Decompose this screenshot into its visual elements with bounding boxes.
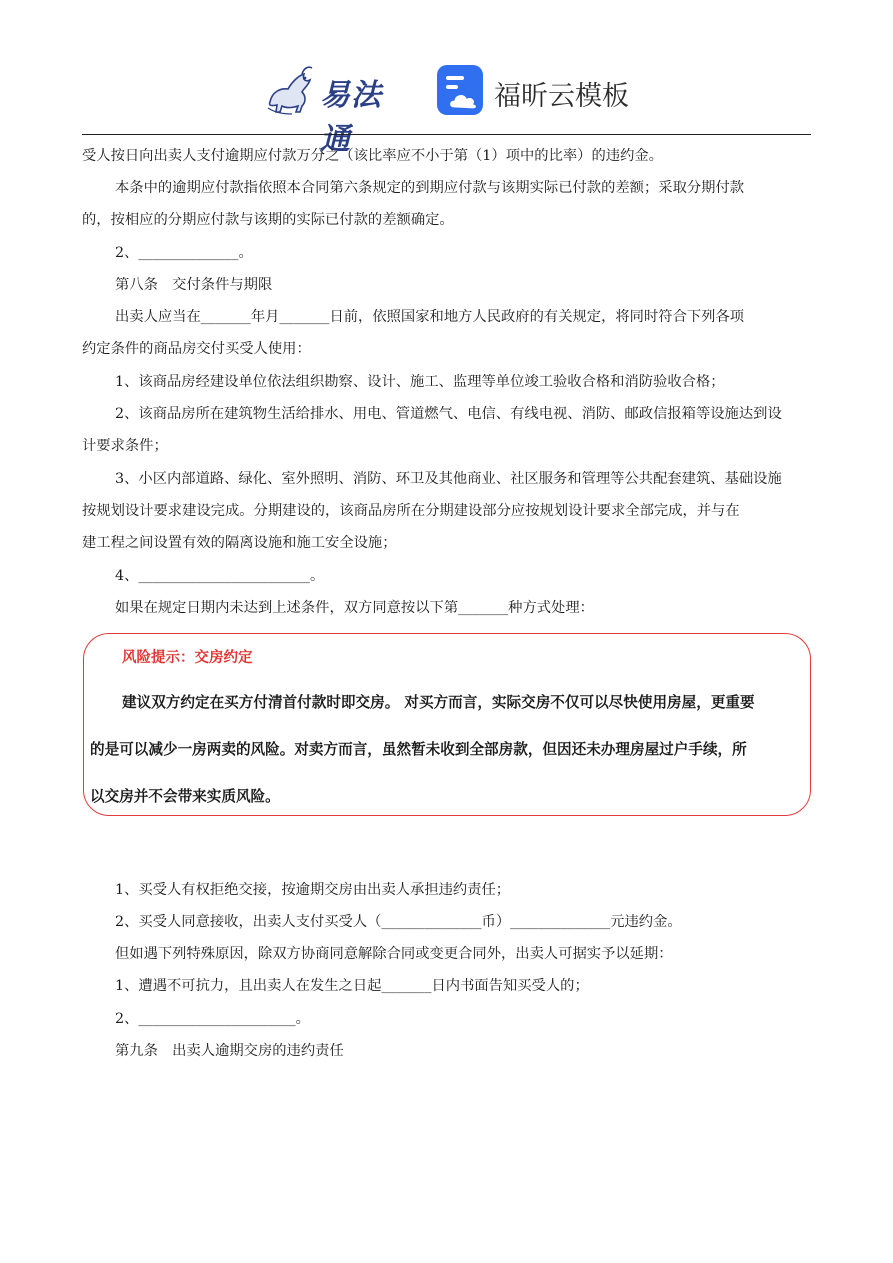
- paragraph-line: 4、________________________。: [115, 568, 325, 584]
- paragraph-line: 建工程之间设置有效的隔离设施和施工安全设施；: [82, 535, 397, 551]
- cloud-document-icon: [436, 64, 486, 116]
- article-heading: 第八条 交付条件与期限: [115, 277, 273, 293]
- paragraph-line: 1、该商品房经建设单位依法组织勘察、设计、施工、监理等单位竣工验收合格和消防验收合格；: [115, 374, 725, 390]
- article-heading: 第九条 出卖人逾期交房的违约责任: [115, 1043, 344, 1059]
- risk-warning-line: 的是可以减少一房两卖的风险。对卖方而言，虽然暂未收到全部房款，但因还未办理房屋过户手续，所: [90, 741, 747, 758]
- paragraph-line: 受人按日向出卖人支付逾期应付款万分之（该比率应不小于第（1）项中的比率）的违约金。: [82, 148, 663, 164]
- paragraph-line: 但如遇下列特殊原因，除双方协商同意解除合同或变更合同外，出卖人可据实予以延期：: [115, 946, 673, 962]
- paragraph-line: 本条中的逾期应付款指依照本合同第六条规定的到期应付款与该期实际已付款的差额；采取分期付款: [115, 180, 745, 196]
- paragraph-line: 2、买受人同意接收，出卖人支付买受人（______________币）______________元违约金。: [115, 914, 682, 930]
- paragraph-line: 2、该商品房所在建筑物生活给排水、用电、管道燃气、电信、有线电视、消防、邮政信报箱等设施达到设: [115, 406, 782, 422]
- risk-warning-line: 以交房并不会带来实质风险。: [90, 788, 280, 805]
- risk-warning-box: [83, 633, 811, 816]
- paragraph-line: 2、______________________。: [115, 1011, 310, 1027]
- paragraph-line: 出卖人应当在_______年月_______日前，依照国家和地方人民政府的有关规定，将同时符合下列各项: [115, 309, 745, 325]
- paragraph-line: 3、小区内部道路、绿化、室外照明、消防、环卫及其他商业、社区服务和管理等公共配套建筑、基础设施: [115, 471, 782, 487]
- paragraph-line: 约定条件的商品房交付买受人使用：: [82, 341, 311, 357]
- risk-warning-title: 风险提示：交房约定: [122, 650, 253, 666]
- header-divider: [82, 134, 811, 135]
- paragraph-line: 的，按相应的分期应付款与该期的实际已付款的差额确定。: [82, 212, 454, 228]
- yifatong-logo: [262, 62, 412, 157]
- risk-warning-line: 建议双方约定在买方付清首付款时即交房。 对买方而言，实际交房不仅可以尽快使用房屋，更重要: [122, 694, 755, 711]
- paragraph-line: 1、买受人有权拒绝交接，按逾期交房由出卖人承担违约责任；: [115, 882, 511, 898]
- paragraph-line: 计要求条件；: [82, 438, 168, 454]
- paragraph-line: 如果在规定日期内未达到上述条件，双方同意按以下第_______种方式处理：: [115, 600, 594, 616]
- foxit-template-logo: [436, 64, 636, 120]
- paragraph-line: 2、______________。: [115, 245, 253, 261]
- paragraph-line: 按规划设计要求建设完成。分期建设的，该商品房所在分期建设部分应按规划设计要求全部完成，并与在: [82, 503, 740, 519]
- logo-left-text: 易法通: [320, 78, 382, 157]
- paragraph-line: 1、遭遇不可抗力，且出卖人在发生之日起_______日内书面告知买受人的；: [115, 978, 589, 994]
- qilin-icon: [262, 62, 320, 118]
- logo-right-text: 福昕云模板: [494, 81, 629, 112]
